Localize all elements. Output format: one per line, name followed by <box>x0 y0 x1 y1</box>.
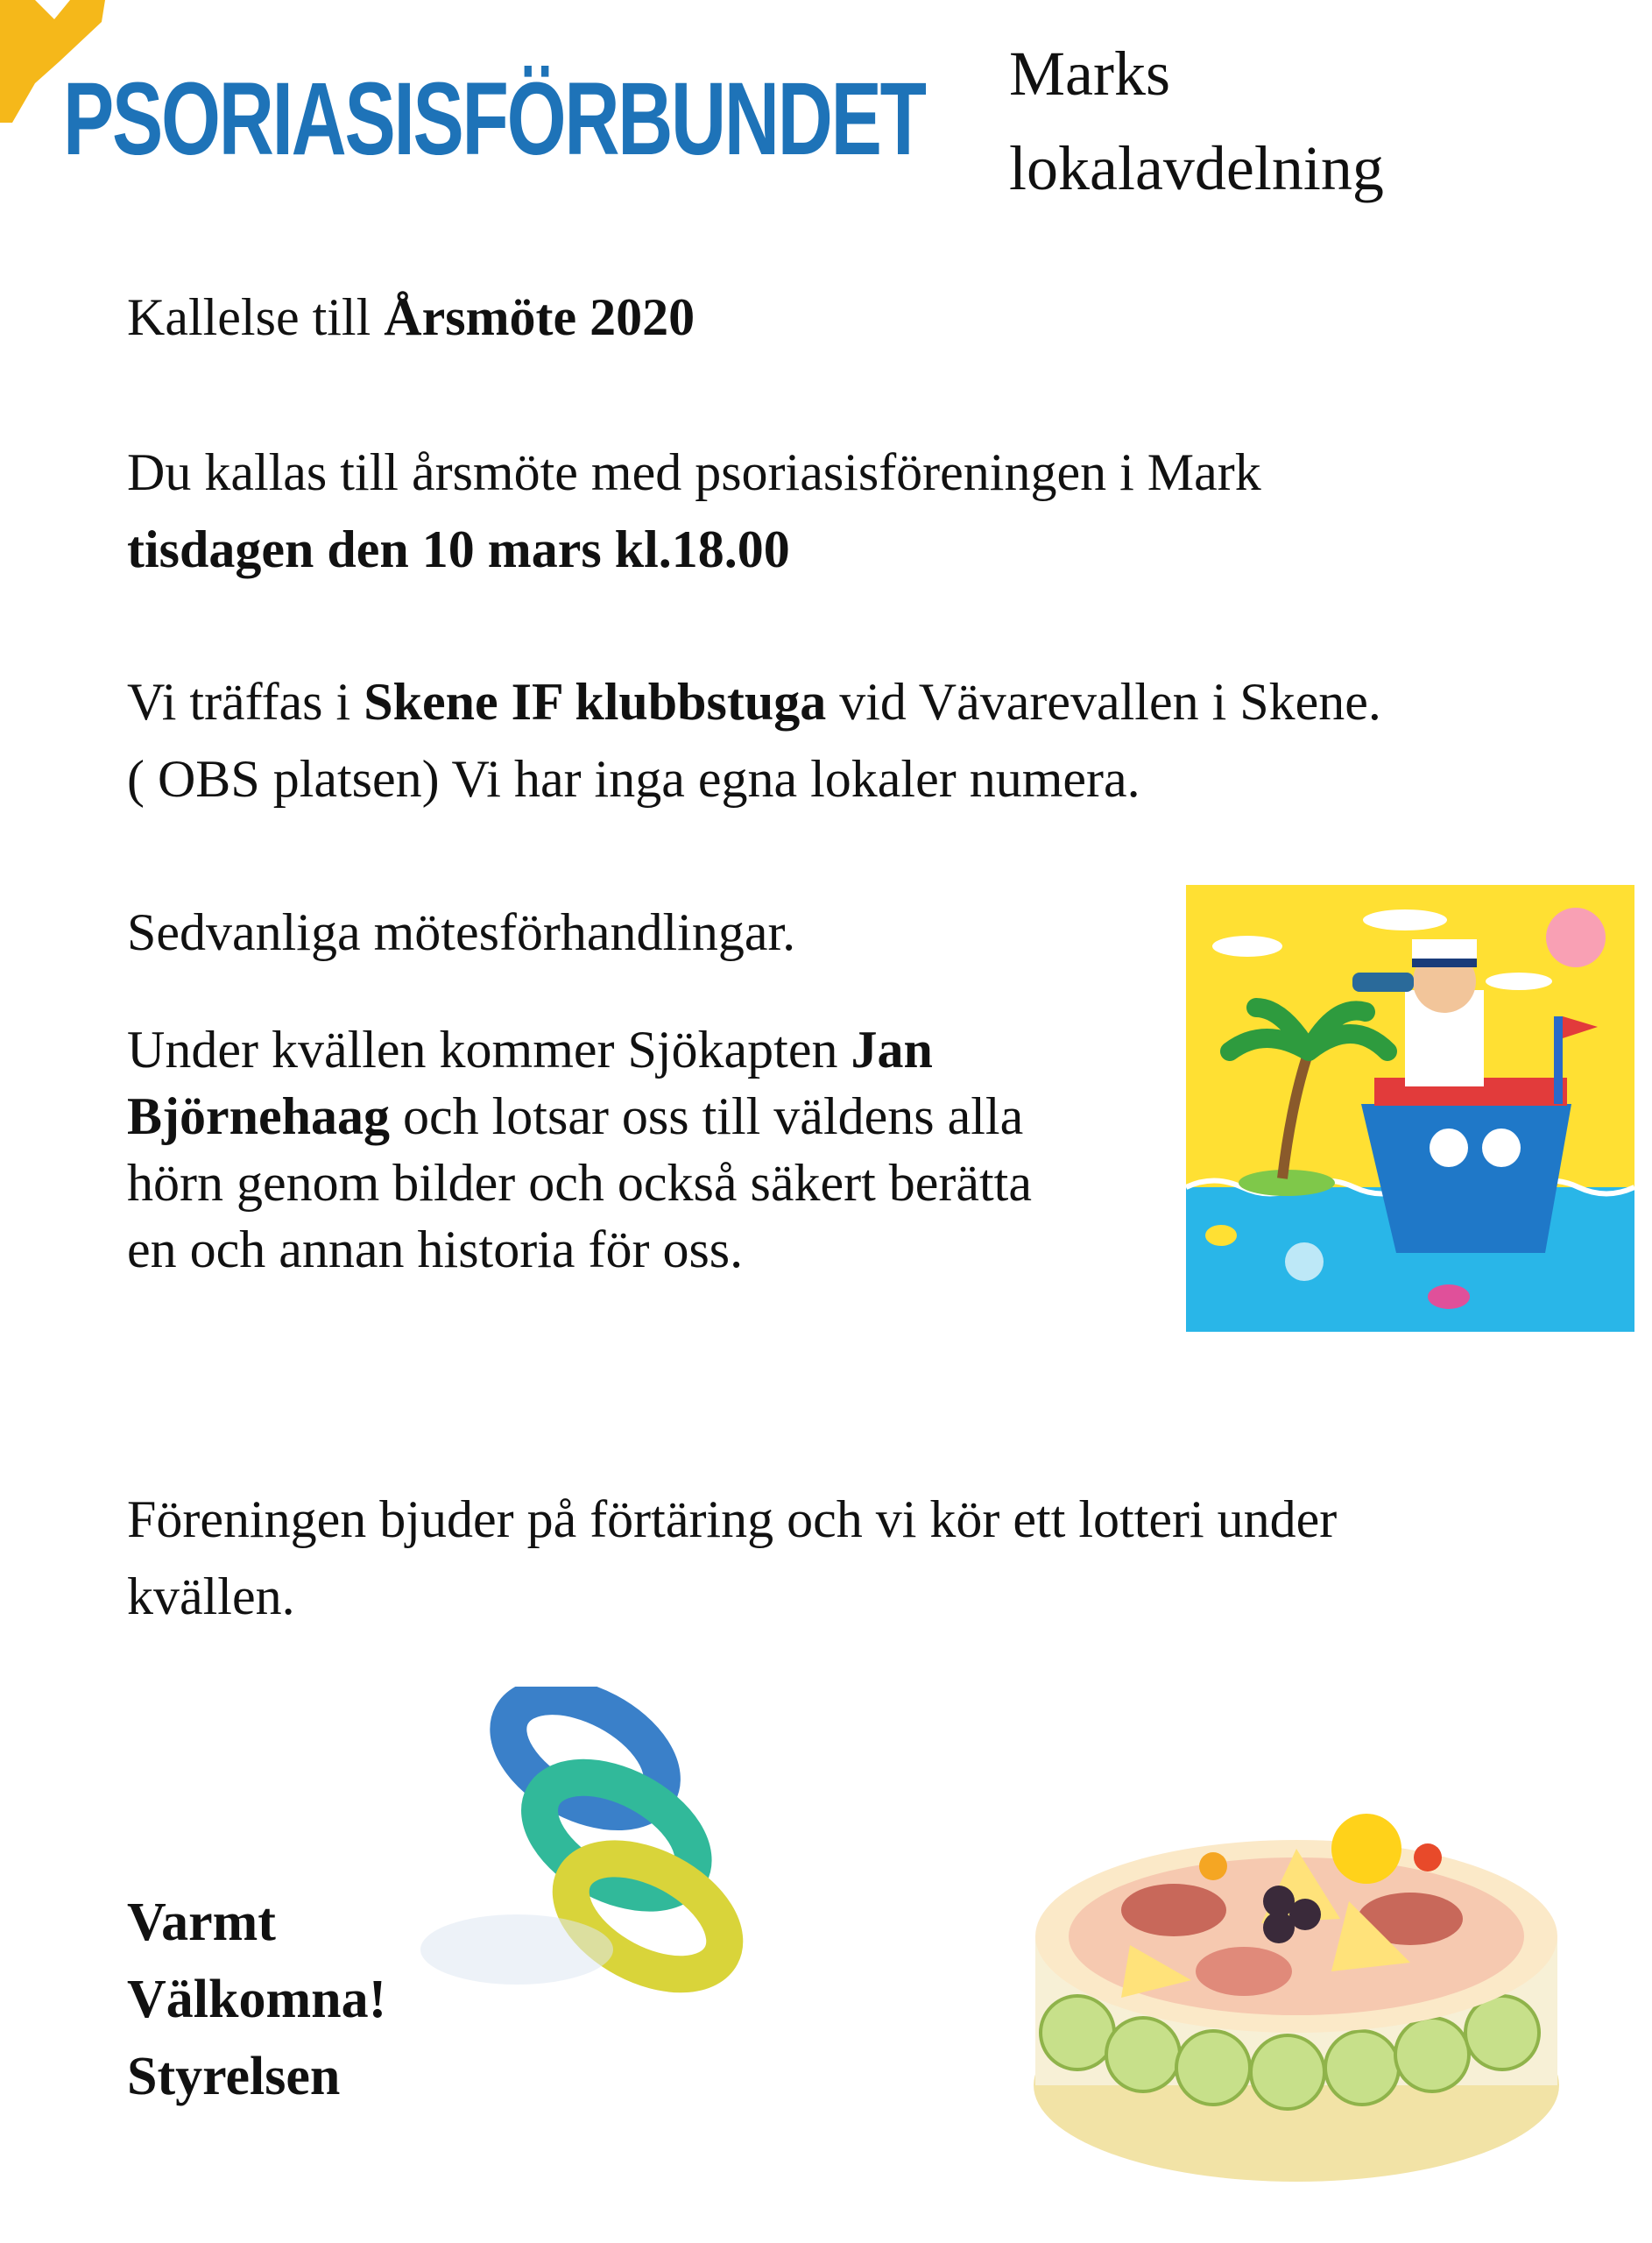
closing-line1: Varmt <box>127 1893 276 1952</box>
closing-line2: Välkomna! <box>127 1970 387 2029</box>
program-line1 <box>127 1016 1178 1083</box>
title-prefix: Kallelse till <box>127 288 385 346</box>
refreshments-line2: kvällen. <box>127 1567 295 1625</box>
closing-signature: Styrelsen <box>127 2047 341 2106</box>
logo-wordmark: PSORIASISFÖRBUNDET <box>63 61 925 177</box>
program-l2-post: och lotsar oss till väldens alla <box>390 1087 1024 1145</box>
program-paragraph <box>127 1016 1178 1283</box>
agenda-text: Sedvanliga mötesförhandlingar. <box>127 903 796 961</box>
location-note: ( OBS platsen) Vi har inga egna lokaler numera. <box>127 750 1140 808</box>
program-l1-pre: Under kvällen kommer Sjökapten <box>127 1021 851 1079</box>
location-paragraph <box>127 663 1381 817</box>
location-pre: Vi träffas i <box>127 673 364 731</box>
refreshments-paragraph <box>127 1481 1337 1635</box>
invite-line1: Du kallas till årsmöte med psoriasisföreningen i Mark <box>127 443 1261 501</box>
refreshments-line1: Föreningen bjuder på förtäring och vi kör ett lotteri under <box>127 1490 1338 1548</box>
program-l1-bold: Jan <box>851 1021 933 1079</box>
meeting-title <box>127 279 695 356</box>
branch-name-line1: Marks <box>1009 39 1170 109</box>
program-line4: en och annan historia för oss. <box>127 1221 744 1278</box>
program-line3: hörn genom bilder och också säkert berätta <box>127 1154 1032 1212</box>
program-l2-bold: Björnehaag <box>127 1087 390 1145</box>
branch-name <box>1009 26 1384 216</box>
location-venue: Skene IF klubbstuga <box>364 673 827 731</box>
program-line2 <box>127 1083 1178 1150</box>
invite-date: tisdagen den 10 mars kl.18.00 <box>127 520 790 578</box>
invitation-paragraph <box>127 434 1261 588</box>
location-post: vid Vävarevallen i Skene. <box>826 673 1381 731</box>
sea-captain-illustration <box>1186 885 1634 1332</box>
branch-name-line2: lokalavdelning <box>1009 133 1384 203</box>
closing-greeting <box>127 1884 386 2115</box>
lottery-tickets-image <box>412 1687 832 2020</box>
sandwich-cake-image <box>1016 1717 1577 2208</box>
location-line1 <box>127 663 1381 740</box>
title-bold: Årsmöte 2020 <box>384 288 695 346</box>
